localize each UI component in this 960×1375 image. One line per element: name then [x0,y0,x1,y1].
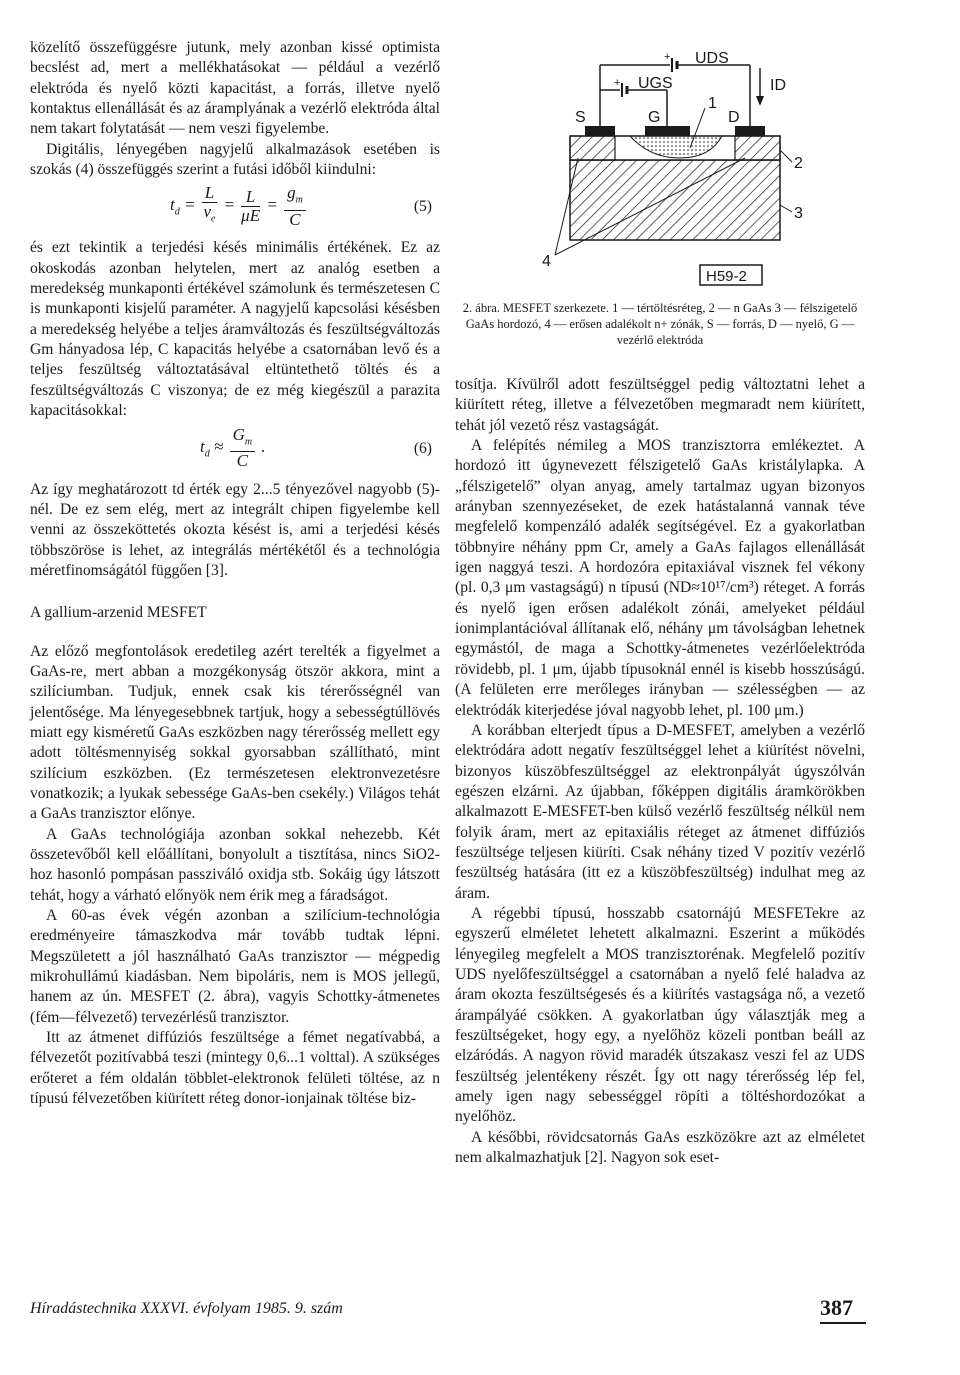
fraction [230,426,256,470]
figure-caption: 2. ábra. MESFET szerkezete. 1 — tértöltésréteg, 2 — n GaAs 3 — félszigetelő GaAs hordozó, 4 — erősen adalékolt n+ zónák, S — forrás, D — nyelő, G — vezérlő elektróda [462,301,858,347]
label-g: G [648,109,661,126]
paragraph: Az előző megfontolások eredetileg azért terelték a figyelmet a GaAs-re, mert abban a mozgékonyság ötször akkora, mint a szilíciumban. Tudjuk, ennek csak kis térerősségnél van jelentősége. Ma lényegesebbnek tartjuk, hogy a sebességtúllövés miatt egy kisméretű GaAs eszközben nagy térerősség mellett egy adott töltésmennyiség sokkal gyorsabban szállítható, mint szilícium eszközben. (Ez természetesen elektronvezetésre vonatkozik; a lyukak sebessége GaAs-ben csekély.) Világos tehát a GaAs tranzisztor előnye. [30,642,440,823]
denominator: C [289,209,301,229]
label-s: S [575,109,586,126]
denominator: μE [241,206,261,226]
paragraph: Az így meghatározott td érték egy 2...5 tényezővel nagyobb (5)-nél. De ez sem elég, mert az integrált chipen figyelembe kell venni az összeköttetés okozta késést is, ami a terjedési késés többszöröse is lehet, az integrálás mértékétől és a technológia méretfinomságától függően [3]. [30,480,440,579]
section-heading: A gallium-arzenid MESFET [30,604,207,622]
left-column [30,38,440,1109]
label-id: ID [770,77,786,94]
paragraph: és ezt tekintik a terjedési késés minimális értékének. Ez az okoskodás azonban helytelen, mert az analóg esetben a meredekség munkaponti értékével számolunk és természetesen C is munkaponti kisjelű paraméter. A nagyjelű kapcsolási késésben a meredekség helyébe a teljes áramváltozás és feszültségváltozás Gm hányadosa lép, C kapacitás helyébe a csatornában levő és a teljes feszültség változtatásával eltüntethető töltés és a feszültségváltozás C viszonya; de ez még kiegészül a parazita kapacitásokkal: [30,239,440,420]
numerator: L [241,188,260,207]
eq-symbol: t [170,195,175,215]
substrate [570,160,780,240]
label-3: 3 [794,205,803,222]
numerator: G [232,424,245,444]
paragraph: A későbbi, rövidcsatornás GaAs eszközökre azt az elméletet nem alkalmazhatjuk [2]. Nagyon sok eset- [455,1128,865,1167]
paragraph: A régebbi típusú, hosszabb csatornájú MESFETekre az egyszerű elméletet lehetett alkalmazni. Eszerint a működés lényegileg megfelelt a MOS tranzisztorénak. Megfelelő pozitív UDS nyelőfeszültséggel a csatornában a nyelő felé haladva az áram okozta feszültségesés és a kiürítés vastagsága nő, a vezető árampályáé csökken. A gyakorlatban úgy választják meg a feszültségeket, hogy egy, a nyelőhöz közeli pontban beáll az elzáródás. A nagyon rövid maradék útszakasz veszi fel az UDS feszültség jelentékeny részét. Így ott nagy térerősség lép fel, amely igen nagy sebességgel röpíti a töltéshordozókat a nyelőhöz. [455,904,865,1126]
label-4: 4 [542,253,551,270]
figure-code: H59-2 [706,268,747,285]
paragraph: A korábban elterjedt típus a D-MESFET, amelyben a vezérlő elektródára adott negatív feszültséggel lehet a kiürítést növelni, bizonyos küszöbfeszültséggel az elektronpályát úgyszólván egészen elzárni. Az újabban, főképpen digitális áramkörökben alkalmazott E-MESFET-ben külső vezérlő feszültség nélkül nem folyik áram, mert az epitaxiális réteget az átmenet diffúziós feszültsége teljesen kiüríti. Csak néhány tized V pozitív vezérlő feszültség hatására (itt ez a küszöbfeszültség) indulhat meg az áram. [455,721,865,902]
label-1: 1 [708,95,717,112]
fraction [241,188,260,225]
page-number: 387 [820,1295,853,1320]
label-plus: + [664,51,671,63]
denominator: C [236,450,248,470]
eq-subscript: e [211,213,216,225]
page-number-rule [820,1322,866,1324]
paragraph: közelítő összefüggésre jutunk, mely azonban kissé optimista becslést ad, mert a mellékhatásokat — például a vezérlő elektróda és nyelő közti kapacitást, a forrás, illetve nyelő kontaktus ellenállását és az áramplyának a vezérlő elektróda által nem takart folytatását — nem veszi figyelembe. [30,39,440,138]
denominator: v [203,202,211,222]
equation-6 [30,422,440,480]
label-2: 2 [794,155,803,172]
eq-subscript: m [295,194,303,206]
equation-number: (5) [413,198,432,216]
paragraph: A felépítés némileg a MOS tranzisztorra emlékeztet. A hordozó itt úgynevezett félszigetelő GaAs kristálylapka. A „félszigetelő” olyan anyag, amely tartalmaz ugyan bizonyos arányban szennyezéseket, de ezek hatástalanná vannak téve megfelelő kompenzáló adalék segítségével. Ez a gyakorlatban többnyire néhány ppm Cr, amely a GaAs fajlagos ellenállását igen naggyá teszi. A hordozóra epitaxiával visznek fel vékony (pl. 0,3 μm vastagságú) n típusú (ND≈10¹⁷/cm³) réteget. A forrás és nyelő igen erősen adalékolt zónái, amelyeket például ionimplantációval állítanak elő, néhány μm távolságban lehetnek egymástól, de maga a Schottky-átmenetes vezérlőelektróda rövidebb, pl. 1 μm, újabb típusoknál ennél is kisebb hosszúságú. (A felületen erre merőleges irányban — szélességben — az elektródák kiterjedése jóval nagyobb lehet, pl. 100 μm.) [455,437,865,719]
numerator: L [202,184,217,203]
paragraph: Itt az átmenet diffúziós feszültsége a fémet negatívabbá, a félvezetőt pozitívabbá teszi (mintegy 0,6...1 volttal). A szükséges erőteret a fém oldalán többlet-elektronok felületi töltése, az n típusú félvezetőben kiürített réteg donor-ionjainak töltése biz- [30,1029,440,1108]
source-electrode [585,126,615,136]
eq-relation: ≈ [213,436,224,456]
eq-tail: . [261,436,266,456]
n-plus-zone-drain [735,136,780,160]
eq-subscript: d [204,448,210,459]
paragraph: A 60-as évek végén azonban a szilícium-technológia eredményeire támaszkodva már tovább tudtak lépni. Megszületett a jól használható GaAs tranzisztor — mégpedig mikrohullámú kiadásban. Nem bipoláris, nem is MOS jellegű, hanem az ún. MESFET (2. ábra), vagyis Schottky-átmenetes (fém—félvezető) tervezérlésű tranzisztor. [30,907,440,1026]
eq-symbol: t [200,436,205,456]
label-uds: UDS [695,50,729,67]
fraction [202,184,217,228]
equation-number: (6) [413,439,432,457]
label-plus: + [614,77,621,89]
equation-5: $t_d$ = $\frac{L}{v_e}$ = $\frac{L}{\mu E}$ = $\frac{g_m}{C}$ (5) [170,183,432,229]
fraction [284,184,306,228]
drain-electrode [735,126,765,136]
paragraph: Digitális, lényegében nagyjelű alkalmazások esetében is szokás (4) összefüggés szerint a futási időből kiindulni: [30,140,440,179]
paragraph: tosítja. Kívülről adott feszültséggel pedig változtatni lehet a kiürített réteg, illetve a félvezetőben megmaradt nem kiürített, tehát jól vezető rész vastagságát. [455,376,865,434]
paragraph: A GaAs technológiája azonban sokkal nehezebb. Két összetevőből kell előállítani, bonyolult a tisztítása, nincs SiO2-hoz hasonló pompásan passziváló oxidja stb. Sokáig úgy látszott tehát, hogy a várható előnyök nem érik meg a fáradságot. [30,825,440,904]
n-plus-zone-source [570,136,615,160]
journal-footer: Híradástechnika XXXVI. évfolyam 1985. 9. szám [30,1300,343,1317]
right-column [455,375,865,1168]
gate-electrode [645,126,690,136]
label-d: D [728,109,740,126]
eq-subscript: d [174,206,180,218]
mesfet-figure [530,40,820,295]
eq-subscript: m [244,435,253,447]
numerator: g [287,183,296,203]
label-ugs: UGS [638,75,673,92]
